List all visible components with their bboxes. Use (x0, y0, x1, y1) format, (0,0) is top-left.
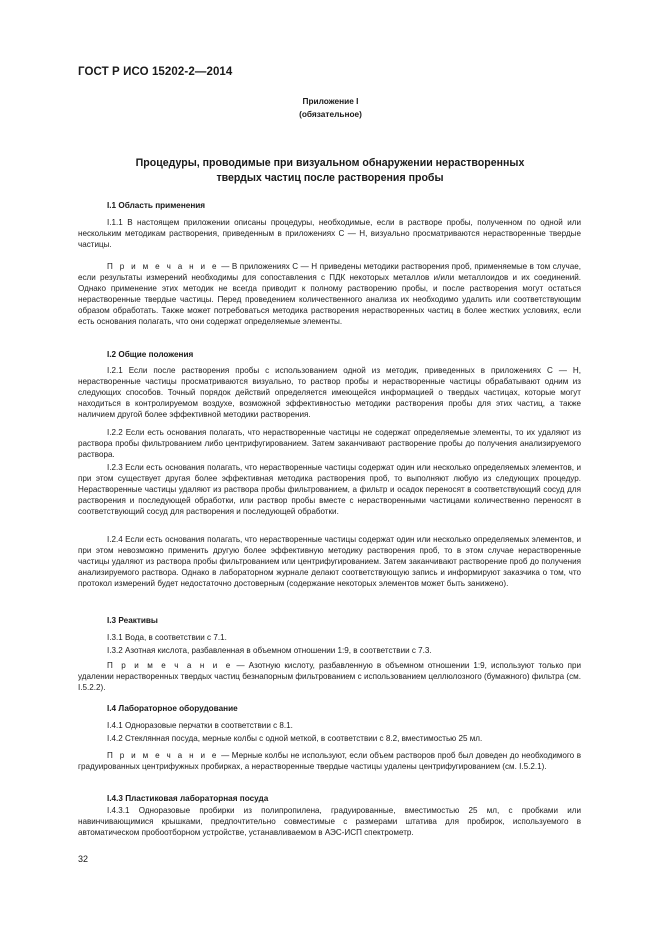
note-1 (78, 262, 581, 327)
paragraph-1-1: I.1.1 В настоящем приложении описаны процедуры, необходимые, если в растворе пробы, полученном по одной или нескольким методикам растворения, приведенным в приложениях С — Н, визуально просматриваются нерастворенные твердые частицы. (78, 218, 581, 249)
section-heading-scope: I.1 Область применения (107, 201, 206, 210)
appendix-title (90, 156, 570, 186)
title-line-2: твердых частиц после растворения пробы (216, 172, 444, 184)
section-heading-general: I.2 Общие положения (107, 350, 194, 359)
subsection-heading-plastic: I.4.3 Пластиковая лабораторная посуда (107, 794, 269, 803)
note-label: П р и м е ч а н и е (107, 751, 219, 760)
paragraph-2-4: I.2.4 Если есть основания полагать, что нерастворенные частицы содержат один или несколько определяемых элементов, и при этом невозможно применить другую более эффективную методику растворения проб, то в этом случае нерастворенные частицы удаляют из раствора пробы фильтрованием или центрифугированием. Затем заканчивают растворение проб до получения анализируемого раствора. Однако в лабораторном журнале делают соответствующую запись и информируют заказчика о том, что протокол измерений будет недостаточно достоверным (содержание некоторых элементов может быть занижено). (78, 535, 581, 588)
note-text: — Азотную кислоту, разбавленную в объемном отношении 1:9, используют только при удалении нерастворенных твердых частиц безнапорным фильтрованием с использованием целлюлозного (бумажного) фильтра (см. I.5.2.2). (78, 661, 582, 692)
paragraph-4-3-1: I.4.3.1 Одноразовые пробирки из полипропилена, градуированные, вместимостью 25 мл, с пробками или навинчивающимися крышками, предпочтительно совместимые с размерами штатива для пробирок, используемого в автоматическом пробоотборном устройстве, устанавливаемом в АЭС-ИСП спектрометр. (78, 806, 581, 837)
note-4 (78, 751, 581, 773)
paragraph-2-1: I.2.1 Если после растворения пробы с использованием одной из методик, приведенных в приложениях С — Н, нерастворенные частицы просматриваются визуально, то раствор пробы и нерастворенные частицы обрабатывают одним из следующих способов. Точный порядок действий определяется имеющейся информацией о твердых частицах, которые могут находиться в контролируемом воздухе, возможной эффективностью методики растворения пробы для этих частиц, а также наличием другой более эффективной методики растворения. (78, 366, 581, 419)
title-line-1: Процедуры, проводимые при визуальном обнаружении нерастворенных (135, 157, 525, 169)
page-number: 32 (78, 854, 89, 864)
item-4-2: I.4.2 Стеклянная посуда, мерные колбы с одной меткой, в соответствии с 8.2, вместимостью 25 мл. (107, 734, 483, 743)
appendix-label: Приложение I (302, 96, 359, 106)
item-4-1: I.4.1 Одноразовые перчатки в соответствии с 8.1. (107, 721, 293, 730)
note-3 (78, 661, 581, 694)
item-3-2: I.3.2 Азотная кислота, разбавленная в объемном отношении 1:9, в соответствии с 7.3. (107, 646, 432, 655)
note-label: П р и м е ч а н и е (107, 262, 219, 271)
item-3-1: I.3.1 Вода, в соответствии с 7.1. (107, 633, 227, 642)
appendix-status: (обязательное) (299, 109, 362, 119)
paragraph-2-2: I.2.2 Если есть основания полагать, что нерастворенные частицы не содержат определяемые элементы, то их удаляют из раствора пробы фильтрованием либо центрифугированием. Затем заканчивают растворение пробы до получения анализируемого раствора. (78, 428, 581, 459)
standard-designation: ГОСТ Р ИСО 15202-2—2014 (78, 66, 233, 78)
note-label: П р и м е ч а н и е (107, 661, 233, 670)
section-heading-equipment: I.4 Лабораторное оборудование (107, 704, 238, 713)
note-text: — В приложениях С — Н приведены методики растворения проб, применяемые в том случае, если результаты измерений необходимы для сопоставления с ПДК некоторых металлов и/или металлоидов и их соединений. Однако применение этих методик не всегда приводит к полному растворению пробы, и после растворения могут остаться нерастворенные твердые частицы. Перед проведением количественного анализа их необходимо удалить или соответствующим образом обработать. Также может потребоваться методика растворения нерастворенных частиц в более жестких условиях, если есть основания полагать, что они содержат определяемые элементы. (78, 262, 581, 326)
section-heading-reagents: I.3 Реактивы (107, 616, 158, 625)
paragraph-2-3: I.2.3 Если есть основания полагать, что нерастворенные частицы содержат один или несколько определяемых элементов, и при этом существует другая более эффективная методика растворения проб, то выполняют любую из следующих процедур. Нерастворенные частицы удаляют из раствора пробы фильтрованием, а фильтр и осадок переносят в соответствующий сосуд для растворения и последующей обработки, или раствор пробы вместе с нерастворенными частицами количественно переносят в соответствующий сосуд для растворения и последующей обработки. (78, 463, 581, 516)
note-text: — Мерные колбы не используют, если объем растворов проб был доведен до необходимого в градуированных центрифужных пробирках, а нерастворенные твердые частицы удалены центрифугированием (см. I.5.2.1). (78, 751, 582, 771)
